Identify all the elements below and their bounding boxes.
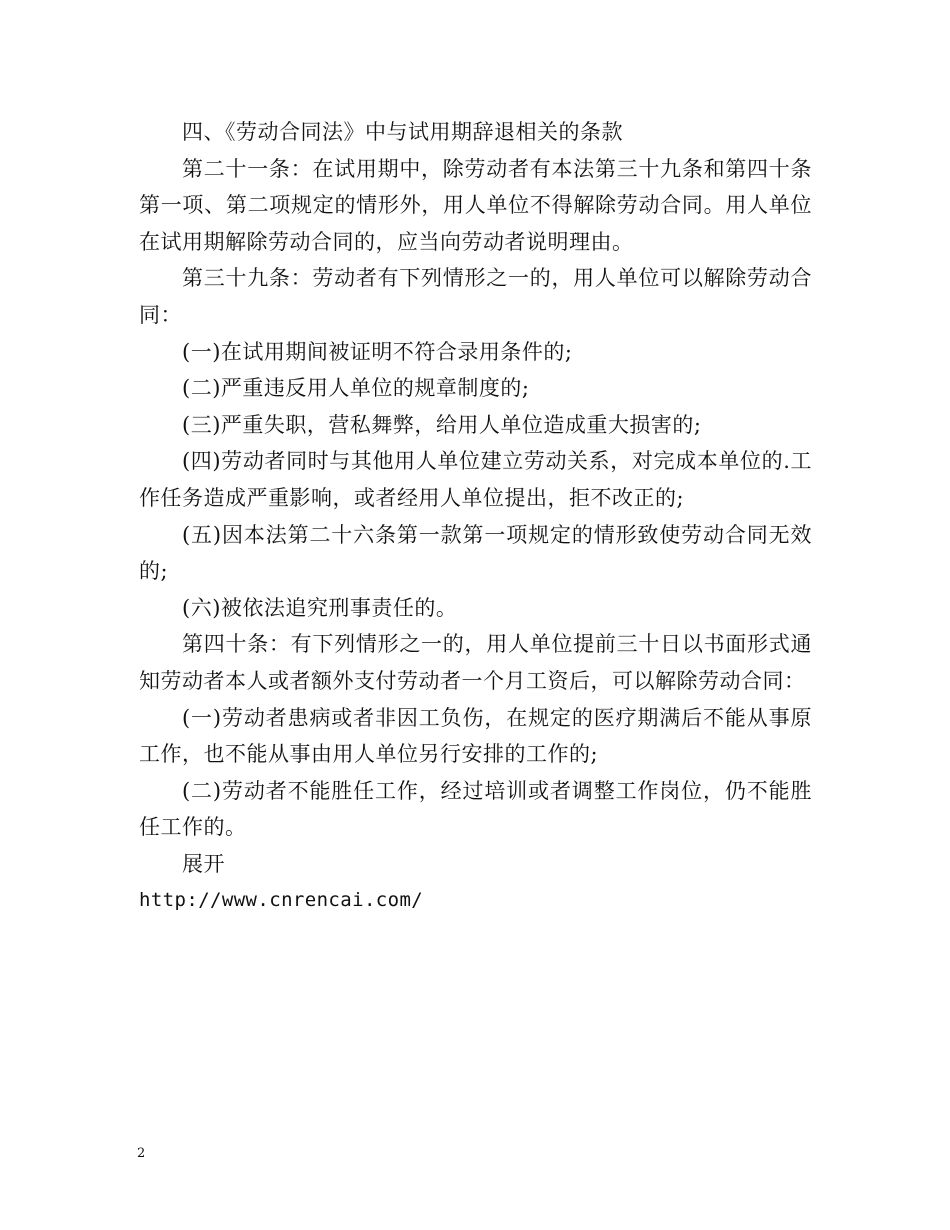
article-40-item-2: (二)劳动者不能胜任工作，经过培训或者调整工作岗位，仍不能胜任工作的。: [139, 778, 812, 840]
article-39-item-5: (五)因本法第二十六条第一款第一项规定的情形致使劳动合同无效的;: [139, 522, 812, 584]
article-39-item-3: (三)严重失职，营私舞弊，给用人单位造成重大损害的;: [182, 412, 702, 437]
page-number: 2: [137, 1146, 146, 1161]
article-21-paragraph: 第二十一条：在试用期中，除劳动者有本法第三十九条和第四十条第一项、第二项规定的情形外，用人单位不得解除劳动合同。用人单位在试用期解除劳动合同的，应当向劳动者说明理由。: [139, 156, 812, 254]
article-40-paragraph: 第四十条：有下列情形之一的，用人单位提前三十日以书面形式通知劳动者本人或者额外支付劳动者一个月工资后，可以解除劳动合同：: [139, 632, 812, 693]
article-39-item-6: (六)被依法追究刑事责任的。: [182, 595, 458, 620]
expand-link[interactable]: 展开: [182, 851, 225, 876]
document-body: [139, 114, 812, 919]
section-heading: 四、《劳动合同法》中与试用期辞退相关的条款: [182, 120, 623, 144]
article-39-paragraph: 第三十九条：劳动者有下列情形之一的，用人单位可以解除劳动合同：: [139, 266, 812, 327]
article-39-item-2: (二)严重违反用人单位的规章制度的;: [182, 376, 530, 401]
article-40-item-1: (一)劳动者患病或者非因工负伤，在规定的医疗期满后不能从事原工作，也不能从事由用人单位另行安排的工作的;: [139, 705, 812, 767]
article-39-item-4: (四)劳动者同时与其他用人单位建立劳动关系，对完成本单位的.工作任务造成严重影响，或者经用人单位提出，拒不改正的;: [139, 449, 812, 510]
source-url: http://www.cnrencai.com/: [139, 889, 424, 912]
article-39-item-1: (一)在试用期间被证明不符合录用条件的;: [182, 339, 573, 364]
